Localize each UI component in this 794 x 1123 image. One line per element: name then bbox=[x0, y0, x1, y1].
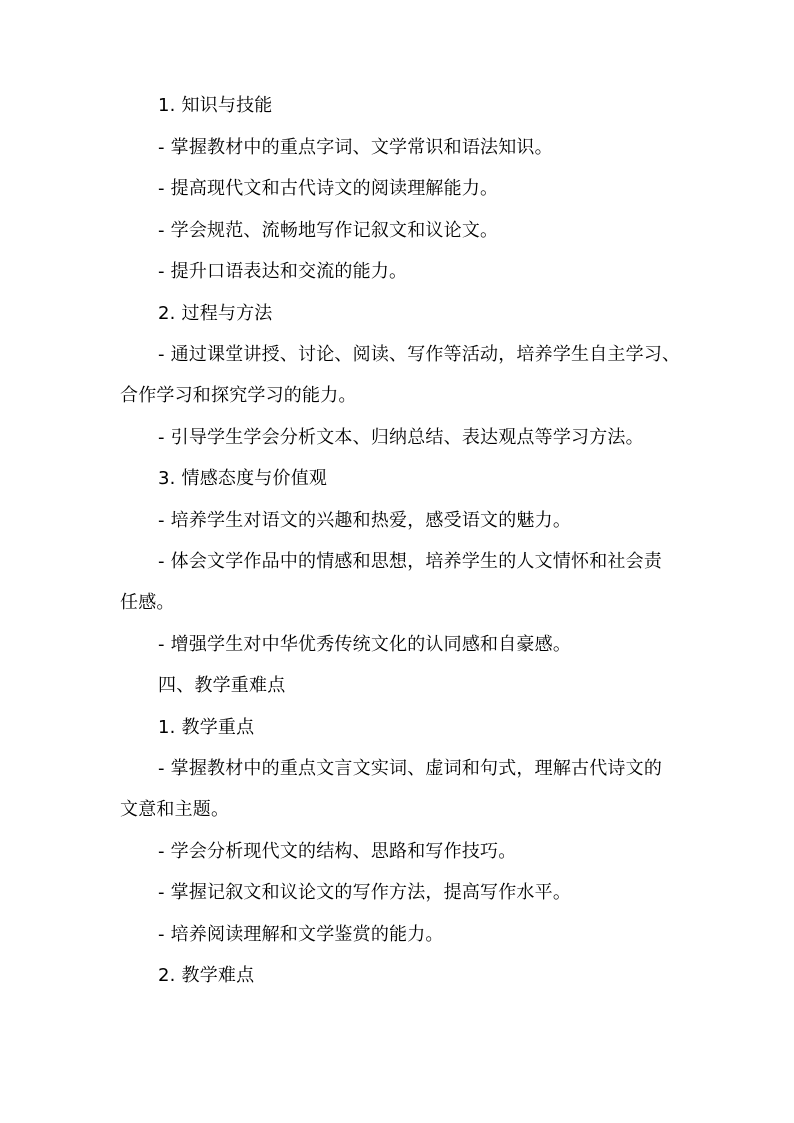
list-item-continuation: 文意和主题。 bbox=[120, 799, 230, 820]
list-item: - 培养学生对语文的兴趣和热爱，感受语文的魅力。 bbox=[158, 510, 572, 531]
list-item: - 学会分析现代文的结构、思路和写作技巧。 bbox=[158, 841, 517, 862]
list-item: - 掌握教材中的重点字词、文学常识和语法知识。 bbox=[158, 137, 553, 158]
list-item: - 通过课堂讲授、讨论、阅读、写作等活动，培养学生自主学习、 bbox=[158, 344, 681, 365]
list-item: - 掌握记叙文和议论文的写作方法，提高写作水平。 bbox=[158, 882, 572, 903]
list-item: - 提高现代文和古代诗文的阅读理解能力。 bbox=[158, 178, 499, 199]
section-heading: 1. 知识与技能 bbox=[158, 95, 273, 116]
list-item: - 提升口语表达和交流的能力。 bbox=[158, 261, 408, 282]
list-item: - 体会文学作品中的情感和思想，培养学生的人文情怀和社会责 bbox=[158, 551, 663, 572]
section-heading: 1. 教学重点 bbox=[158, 717, 255, 738]
list-item-continuation: 任感。 bbox=[120, 592, 175, 613]
chapter-heading: 四、教学重难点 bbox=[158, 675, 286, 696]
list-item: - 学会规范、流畅地写作记叙文和议论文。 bbox=[158, 220, 499, 241]
list-item: - 掌握教材中的重点文言文实词、虚词和句式，理解古代诗文的 bbox=[158, 758, 663, 779]
list-item: - 引导学生学会分析文本、归纳总结、表达观点等学习方法。 bbox=[158, 427, 644, 448]
list-item: - 培养阅读理解和文学鉴赏的能力。 bbox=[158, 924, 444, 945]
list-item-continuation: 合作学习和探究学习的能力。 bbox=[120, 385, 357, 406]
list-item: - 增强学生对中华优秀传统文化的认同感和自豪感。 bbox=[158, 634, 572, 655]
section-heading: 2. 过程与方法 bbox=[158, 303, 273, 324]
section-heading: 3. 情感态度与价值观 bbox=[158, 468, 328, 489]
section-heading: 2. 教学难点 bbox=[158, 965, 255, 986]
